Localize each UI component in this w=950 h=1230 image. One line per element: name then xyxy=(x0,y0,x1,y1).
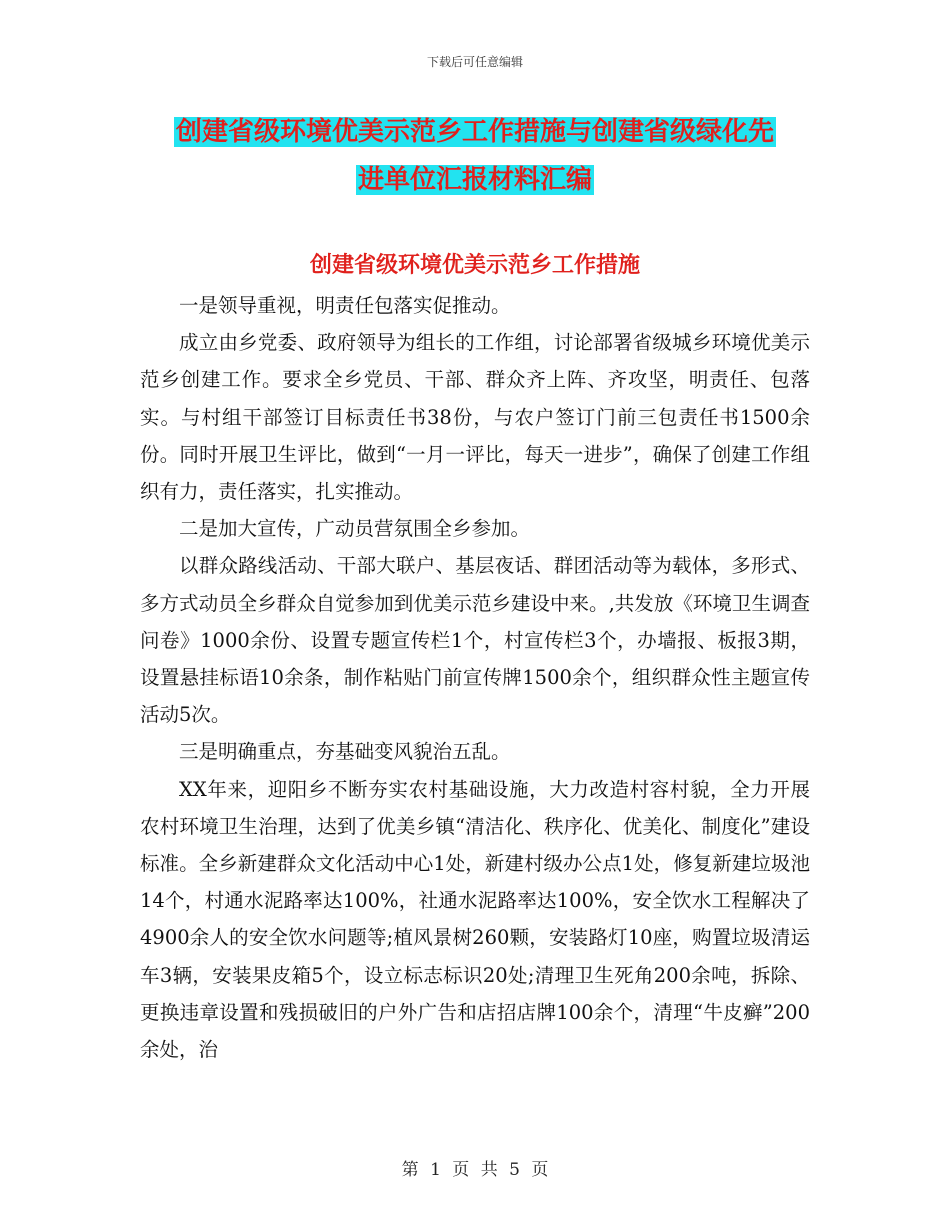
paragraph: 二是加大宣传，广动员营氛围全乡参加。 xyxy=(179,517,531,541)
page-footer: 第 1 页 共 5 页 xyxy=(401,1160,549,1180)
paragraph: 一是领导重视，明责任包落实促推动。 xyxy=(179,294,511,317)
paragraph: 成立由乡党委、政府领导为组长的工作组，讨论部署省级城乡环境优美示范乡创建工作。要求全乡党员、干部、群众齐上阵、齐攻坚，明责任、包落实。与村组干部签订目标责任书38份，与农户签订门前三包责任书1500余份。同时开展卫生评比，做到“一月一评比，每天一进步”，确保了创建工作组织有力，责任落实，扎实推动。 xyxy=(140,331,810,504)
document-title xyxy=(140,108,810,204)
paragraph: 三是明确重点，夯基础变风貌治五乱。 xyxy=(179,740,511,764)
paragraph: 以群众路线活动、干部大联户、基层夜话、群团活动等为载体，多形式、多方式动员全乡群众自觉参加到优美示范乡建设中来。,共发放《环境卫生调查问卷》1000余份、设置专题宣传栏1个，村宣传栏3个，办墙报、板报3期，设置悬挂标语10余条，制作粘贴门前宣传牌1500余个，组织群众性主题宣传活动5次。 xyxy=(140,554,810,727)
title-line-1: 创建省级环境优美示范乡工作措施与创建省级绿化先 xyxy=(175,117,774,147)
section-title: 创建省级环境优美示范乡工作措施 xyxy=(309,252,640,278)
paragraph: XX年来，迎阳乡不断夯实农村基础设施，大力改造村容村貌，全力开展农村环境卫生治理，达到了优美乡镇“清洁化、秩序化、优美化、制度化”建设标准。全乡新建群众文化活动中心1处，新建村级办公点1处，修复新建垃圾池14个，村通水泥路率达100%，社通水泥路率达100%，安全饮水工程解决了4900余人的安全饮水问题等;植风景树260颗，安装路灯10座，购置垃圾清运车3辆，安装果皮箱5个，设立标志标识20处;清理卫生死角200余吨，拆除、更换违章设置和残损破旧的户外广告和店招店牌100余个，清理“牛皮癣”200余处，治 xyxy=(140,777,810,1062)
body-text xyxy=(140,287,810,1068)
title-line-2: 进单位汇报材料汇编 xyxy=(357,165,592,195)
header-note: 下载后可任意编辑 xyxy=(426,55,523,69)
